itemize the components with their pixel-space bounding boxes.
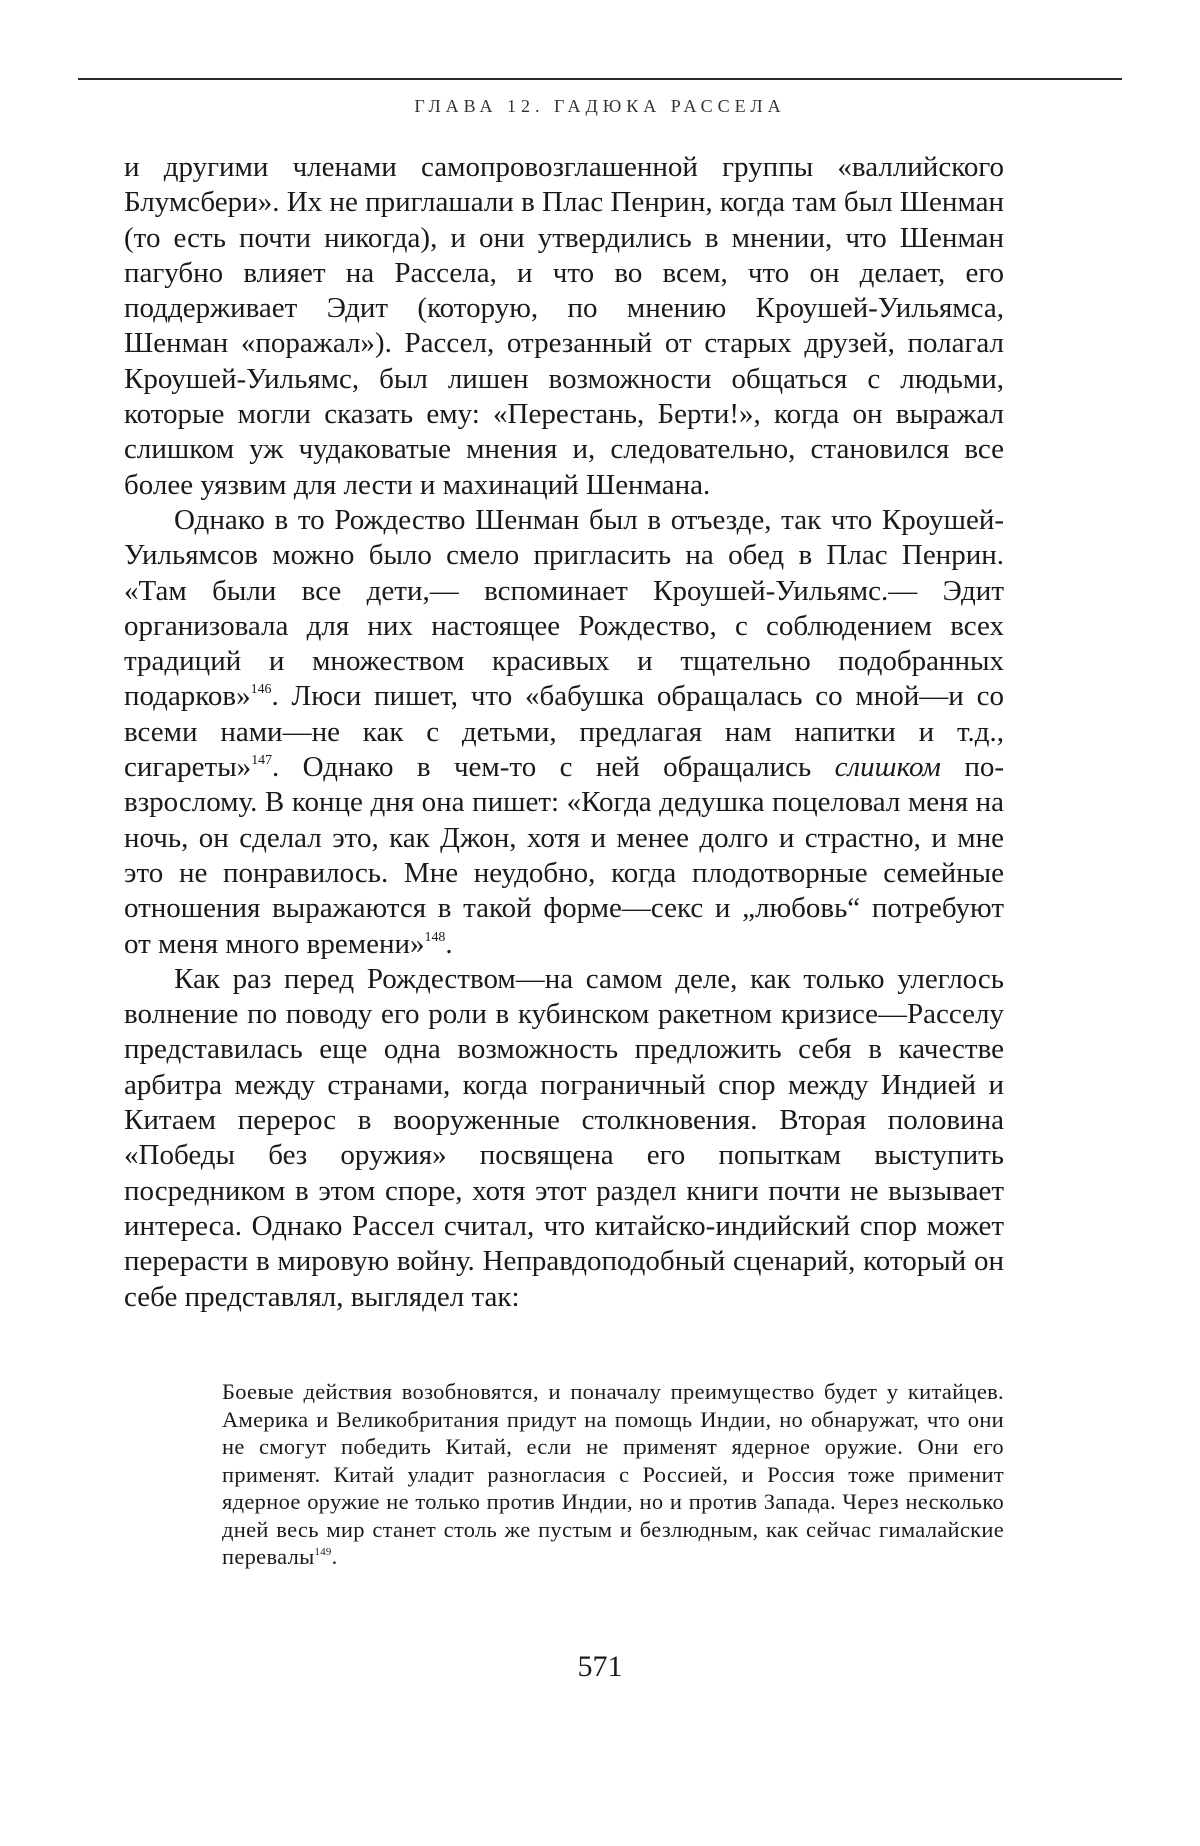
paragraph-2-part-e: . bbox=[445, 927, 453, 960]
header-rule bbox=[78, 78, 1122, 80]
paragraph-1: и другими членами самопровозглашенной группы «валлийского Блумсбери». Их не приглашали в Плас Пенрин, когда там был Шенман (то есть почти никогда), и они утвердились в мнении, что Шенман пагубно влияет на Рассела, и что во всем, что он делает, его поддерживает Эдит (которую, по мнению Кроушей-Уильямса, Шенман «поражал»). Рассел, отрезанный от старых друзей, полагал Кроушей-Уильямс, был лишен возможности общаться с людьми, которые могли сказать ему: «Перестань, Берти!», когда он выражал слишком уж чудаковатые мнения и, следовательно, становился все более уязвим для лести и махинаций Шенмана. bbox=[124, 151, 1004, 501]
running-head: ГЛАВА 12. ГАДЮКА РАССЕЛА bbox=[414, 96, 786, 116]
footnote-ref-148: 148 bbox=[424, 929, 446, 945]
paragraph-2-part-c: . Однако в чем-то с ней обращались bbox=[272, 751, 835, 784]
paragraph-2-part-a: Однако в то Рождество Шенман был в отъезде, так что Кроушей-Уильямсов можно было смело пригласить на обед в Плас Пенрин. «Там были все дети,— вспоминает Кроушей-Уильямс.— Эдит организовала для них настоящее Рождество, с соблюдением всех традиций и множеством красивых и тщательно подобранных подарков» bbox=[124, 503, 1004, 713]
block-quote-paragraph bbox=[222, 1378, 1004, 1571]
block-quote-end: . bbox=[331, 1544, 338, 1569]
paragraph-2-part-b: . Люси пишет, что «бабушка обращалась со мной—и со всеми нами—не как с детьми, предлагая нам напитки и т.д., сигареты» bbox=[124, 680, 1004, 784]
main-text bbox=[124, 150, 1004, 1315]
block-quote bbox=[222, 1378, 1004, 1571]
page-number: 571 bbox=[577, 1650, 623, 1683]
paragraph-2 bbox=[124, 503, 1004, 962]
paragraph-3: Как раз перед Рождеством—на самом деле, как только улеглось волнение по поводу его роли в кубинском ракетном кризисе—Расселу представилась еще одна возможность предложить себя в качестве арбитра между странами, когда пограничный спор между Индией и Китаем перерос в вооруженные столкновения. Вторая половина «Победы без оружия» посвящена его попыткам выступить посредником в этом споре, хотя этот раздел книги почти не вызывает интереса. Однако Рассел считал, что китайско-индийский спор может перерасти в мировую войну. Неправдоподобный сценарий, который он себе представлял, выглядел так: bbox=[124, 962, 1004, 1313]
paragraph-2-part-d: по-взрослому. В конце дня она пишет: «Когда дедушка поцеловал меня на ночь, он сделал это, как Джон, хотя и менее долго и страстно, и мне это не понравилось. Мне неудобно, когда плодотворные семейные отношения выражаются в такой форме—секс и „любовь“ потребуют от меня много времени» bbox=[124, 751, 1004, 960]
emphasis-word: слишком bbox=[834, 751, 941, 784]
block-quote-text: Боевые действия возобновятся, и поначалу преимущество будет у китайцев. Америка и Великобритания придут на помощь Индии, но обнаружат, что они не смогут победить Китай, если не применят ядерное оружие. Они его применят. Китай уладит разногласия с Россией, и Россия тоже применит ядерное оружие не только против Индии, но и против Запада. Через несколько дней весь мир станет столь же пустым и безлюдным, как сейчас гималайские перевалы bbox=[222, 1379, 1004, 1569]
footnote-ref-149: 149 bbox=[314, 1545, 332, 1558]
footnote-ref-146: 146 bbox=[250, 682, 272, 698]
footnote-ref-147: 147 bbox=[251, 753, 273, 769]
